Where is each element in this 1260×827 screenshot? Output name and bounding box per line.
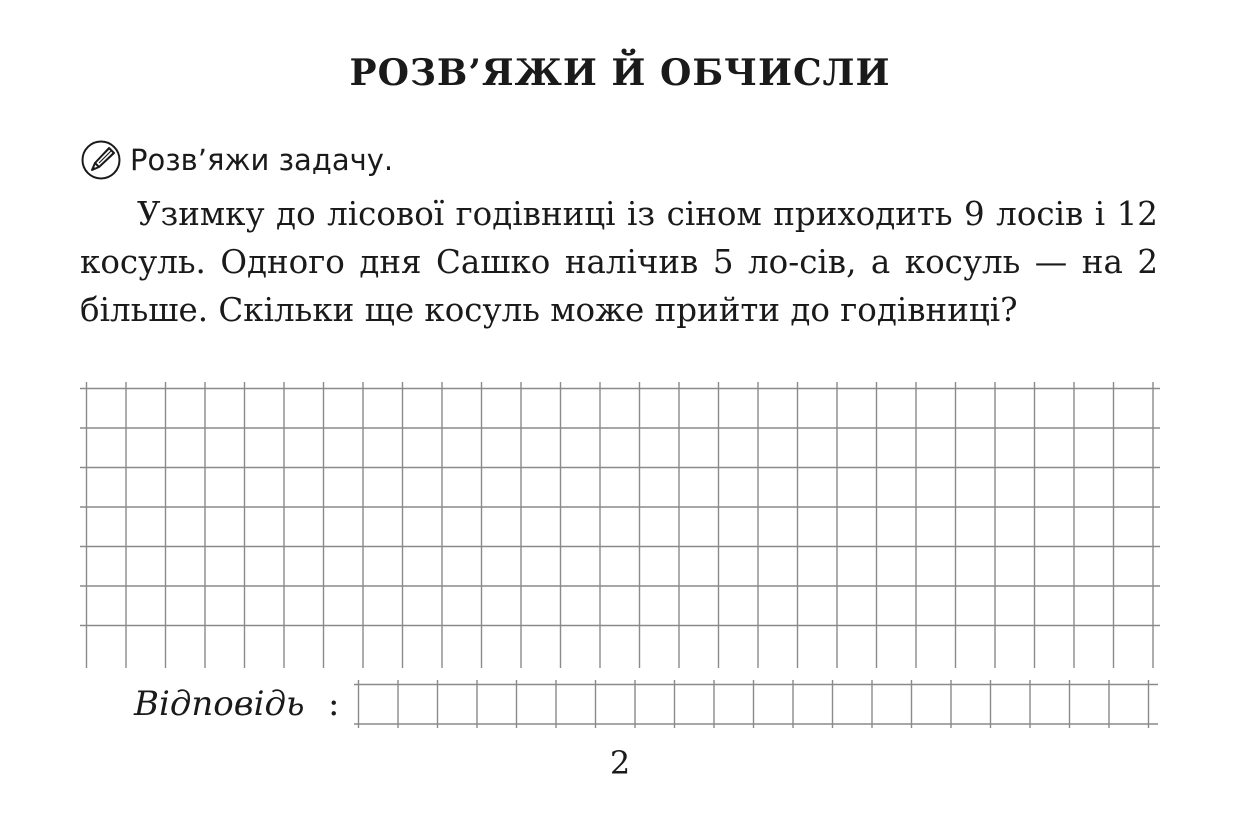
problem-text: Узимку до лісової годівниці із сіном приходить 9 лосів і 12 косуль. Одного дня Сашко налічив 5 ло-сів, а косуль — на 2 більше. Скільки ще косуль може прийти до годівниці?: [80, 195, 1158, 329]
answer-grid[interactable]: [354, 680, 1158, 728]
page-number: 2: [609, 744, 631, 782]
page-title: РОЗВ’ЯЖИ Й ОБЧИСЛИ: [349, 52, 891, 94]
answer-label: Відповідь: [134, 684, 305, 724]
pen-icon: [80, 139, 122, 181]
instruction-row: [80, 138, 393, 182]
instruction-text: Розв’яжи задачу.: [130, 143, 394, 177]
answer-colon: :: [328, 684, 340, 724]
work-grid[interactable]: [80, 382, 1160, 668]
